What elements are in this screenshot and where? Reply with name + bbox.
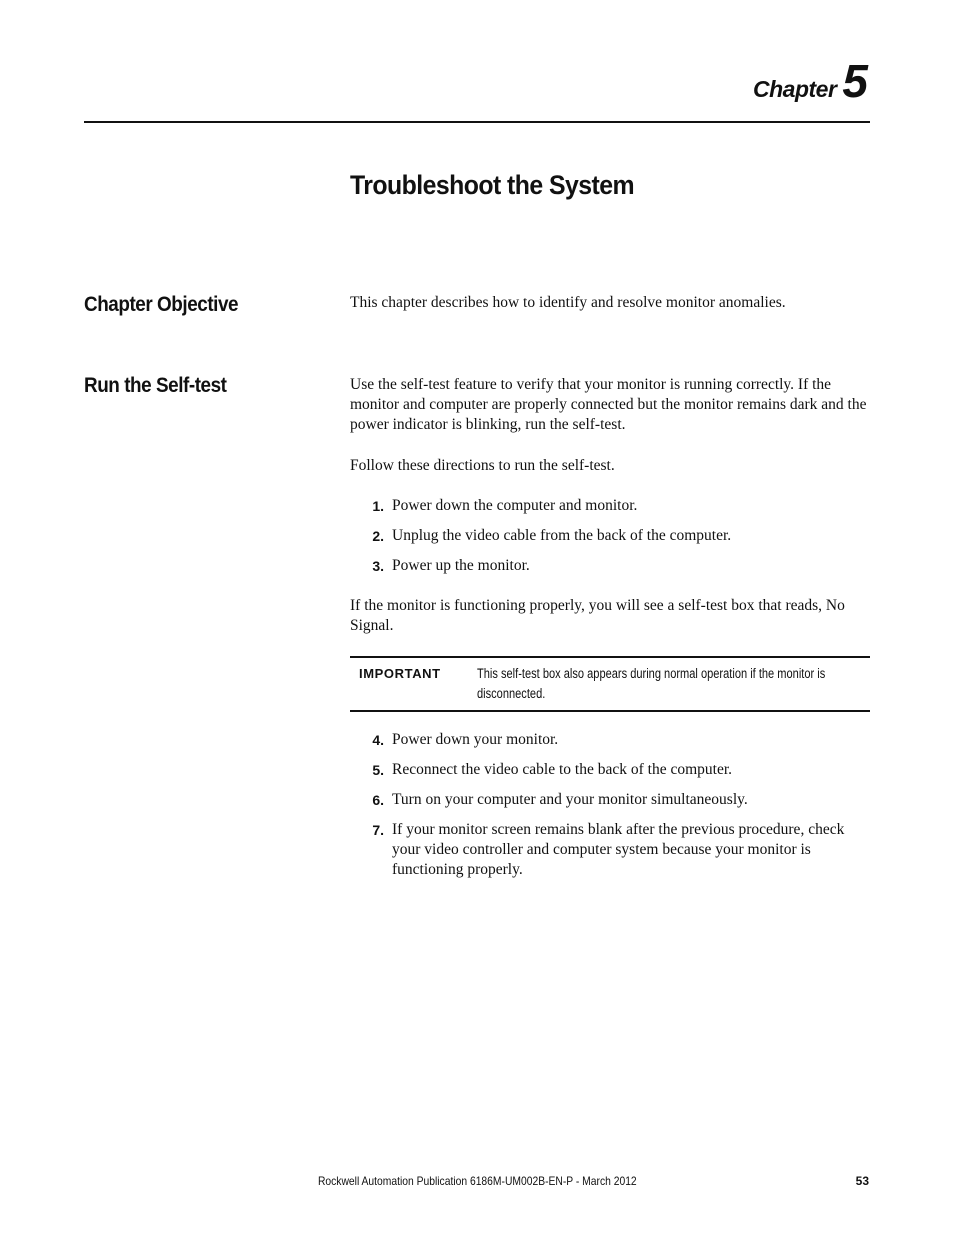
- chapter-number: 5: [842, 55, 868, 107]
- self-test-result-paragraph: If the monitor is functioning properly, you will see a self-test box that reads, No Signal.: [350, 597, 845, 634]
- steps-list-first: [350, 496, 870, 586]
- list-item: [350, 760, 870, 780]
- list-item: [350, 496, 870, 516]
- chapter-label: Chapter: [753, 76, 837, 102]
- page-title: Troubleshoot the System: [350, 170, 635, 200]
- page-number: 53: [855, 1174, 869, 1188]
- list-item: [350, 526, 870, 546]
- step-text: Unplug the video cable from the back of the computer.: [392, 527, 732, 544]
- list-item: [350, 820, 870, 880]
- important-callout: [350, 656, 870, 712]
- step-number: 7.: [372, 822, 384, 838]
- header-rule: [84, 121, 870, 123]
- step-text: Power up the monitor.: [392, 557, 530, 574]
- objective-paragraph: This chapter describes how to identify and resolve monitor anomalies.: [350, 294, 786, 311]
- step-number: 5.: [372, 762, 384, 778]
- step-text: Reconnect the video cable to the back of the computer.: [392, 761, 733, 778]
- step-text: Power down your monitor.: [392, 731, 559, 748]
- step-number: 3.: [372, 558, 384, 574]
- important-label: IMPORTANT: [359, 666, 441, 681]
- self-test-follow-paragraph: Follow these directions to run the self-test.: [350, 457, 615, 474]
- step-text: If your monitor screen remains blank after the previous procedure, check your video controller and computer system because your monitor is functioning properly.: [392, 821, 845, 878]
- step-number: 2.: [372, 528, 384, 544]
- list-item: [350, 556, 870, 576]
- chapter-header: [753, 55, 868, 107]
- step-text: Turn on your computer and your monitor simultaneously.: [392, 791, 748, 808]
- step-number: 1.: [372, 498, 384, 514]
- step-number: 6.: [372, 792, 384, 808]
- section-heading-self-test: Run the Self-test: [84, 374, 227, 397]
- footer-publication-text: Rockwell Automation Publication 6186M-UM002B-EN-P - March 2012: [317, 1174, 637, 1188]
- important-text: This self-test box also appears during normal operation if the monitor is disconnected.: [477, 666, 826, 701]
- list-item: [350, 790, 870, 810]
- step-number: 4.: [372, 732, 384, 748]
- self-test-intro-paragraph: Use the self-test feature to verify that your monitor is running correctly. If the monitor and computer are properly connected but the monitor remains dark and the power indicator is blinking, run the self-test.: [350, 376, 867, 433]
- steps-list-second: [350, 730, 870, 890]
- step-text: Power down the computer and monitor.: [392, 497, 638, 514]
- section-heading-objective: Chapter Objective: [84, 293, 239, 316]
- footer-publication: [0, 1174, 954, 1188]
- list-item: [350, 730, 870, 750]
